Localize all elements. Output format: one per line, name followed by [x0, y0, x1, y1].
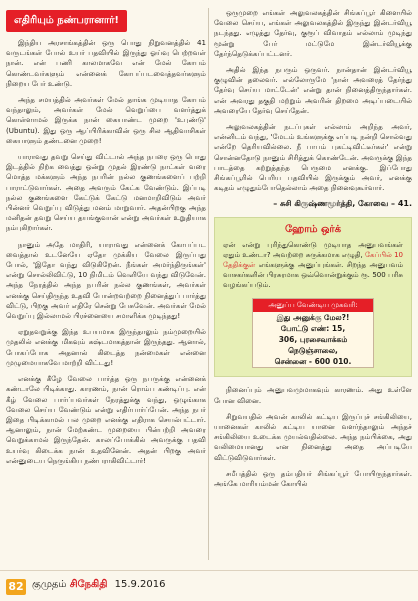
paragraph: அந்த சமயத்தில் அவர்கள் மேல் தாங்க முடியாத கோபம் வந்தாலும், அவர்கள் மேல் வெறுப்பை வளர்த்துக் கொள்ளாமல் இருக்க நான் கையாண்ட முறை 'உபுண்டு' (Ubuntu). இது ஒரு ஆப்பிரிக்காவின் ஒரு சில ஆதிவாசிகள் கையாளும் தண்டனை முறை! — [6, 95, 206, 145]
paragraph: சமீபத்தில் ஒரு தம்பதியர் சிங்கப்பூர் போயிருந்தார்கள். அங்கே மாரியம்மன் கோயில் — [214, 468, 412, 489]
home-work-highlight: கேப்பில் 10 தேதிக்குள் — [223, 251, 404, 270]
brand-subtitle: சிநேகிதி — [69, 579, 108, 590]
address-line: இது அனுக்கு மேல?! — [276, 313, 350, 323]
address-line: போட்டு எண்: 15, — [280, 324, 346, 334]
home-work-body — [223, 240, 403, 290]
author-signature: – சுசி கிருஷ்ணமூர்த்தி, கோவை – 41. — [273, 199, 412, 209]
paragraph: அதில் இந்த நபரும் ஒருவர். நான்தான் இன்டர்வியூ குழுவின் தலைவர். எல்லோருமே 'நான் அவரைத் தேர்ந்து தேர்வு செய்ய மாட்டேன்' என்று தான் நினைத்திருந்தார்கள். என் அவரது தகுதி மற்றும் அவரின் திறமை அடிப்படையில் அவரையே தேர்வு செய்தேன். — [214, 65, 412, 115]
home-work-text-2: எங்களுக்கு அனுப்புங்கள். சிறந்த அனுபவம் வாசகர்களின் பிரசுரமாக ஒவ்வொன்றுக்கும் ரூ. 500 பரிசு வழங்கப்படும். — [223, 261, 403, 290]
paragraph: எனக்கு கீழே வேலை பார்த்த ஒரு நபருக்கு என்னைக் கண்டாலே பிடிக்காது. காரணம், நான் ரொம்ப கண்டிப்பு. என் கீழ் வேலை பார்ப்பவர்கள் நேரத்துக்கு வந்து, ஒழுங்காக வேலை செய்ய வேண்டும் என்று எதிர்பார்ப்பேன். அந்த நபர் இதை பிடிக்காமல் பல முறை எனக்கு எதிராக செயல்பட்டார். ஆனாலும், நான் மேற்கண்ட முறையை பின்பற்றி அவரை வெறுக்காமல் இருந்தேன். காலப்போக்கில் அவருக்கு பதவி உயர்வு கிடைக்க நான் உதவினேன். அதன் பிறகு அவர் என்னுடைய நெருங்கிய நண்பராகிவிட்டார்! — [6, 374, 206, 465]
home-work-title: ஹோம் ஒர்க் — [284, 224, 342, 236]
home-work-text-1: ஏன் என்று புரிந்துகொண்டு முடியாத அனுபவங்கள் ஏதும் உண்டா? அவற்றை சுருக்கமாக எழுதி, — [223, 241, 403, 260]
right-column — [214, 8, 412, 495]
paragraph: சிறுவயதில் அவன் காலில் கட்டிய இருப்புச் சங்கிலியை, யானைகள் காலில் கட்டிய யானை வளர்ந்தாலும் அந்தச் சங்கிலியை உடைக்க முயல்வதில்லை. அந்த நம்பிக்கை, அது வலிமையானது என நினைத்து அதை அப்படியே விட்டுவிடுவார்கள். — [214, 411, 412, 462]
magazine-brand — [32, 579, 166, 591]
address-box — [252, 298, 374, 368]
home-work-box — [214, 217, 412, 377]
paragraph: யாராவது தவறு செய்து விட்டால் அந்த நபரை ஒரு பொது இடத்தில் நிற்க வைத்து ஒன்று முதல் இரண்டு நாட்கள் வரை மொத்த மக்களும் அந்த நபரின் நல்ல குணங்களைப் பற்றி பாராட்டுவார்கள். அதை அவரும் கேட்க வேண்டும். இப்படி நல்ல குணங்களை கேட்டுக் கேட்டு மனமாறிவிடும் அவர் பின்னர் வெறுப்பு விடுத்து மனம் மாறுவார். அதன்பிறகு அந்த மனிதன் தவறு செய்ய தயங்குவான் என்று அவர்கள் உறுதியாக நம்புகிறார்கள். — [6, 152, 206, 233]
address-line: 306, புரசைவாக்கம் நெடுஞ்சாலை, — [278, 335, 348, 356]
paragraph: ஏறுதவறுக்கு இந்த உபயமாக இருந்தாலும் நம்முறையில் முதலில் எனக்கு மிகவும் கஷ்டமாகத்தான் இருந்தது. ஆனால், போகப்போக அதனால் கிடைத்த நன்மைகள் என்னை முழுமையாகவே மாற்றி விட்டது! — [6, 327, 206, 367]
page-footer — [0, 570, 418, 601]
paragraph: ஒருமுறை எங்கள் அலுவலகத்தின் சிங்கப்பூர் கிளையில் வேலை செய்ய, எங்கள் அலுவலகத்தில் இருந்து இன்டர்வியூ நடந்தது. எழுத்து தேர்வு, குரூப் விவாதம் எல்லாம் முடிந்து மூன்று பேர் மட்டுமே இன்டர்வியூக்கு தேர்ந்தெடுக்கப்பட்டனர். — [214, 8, 412, 58]
address-line: சென்னை - 600 010. — [274, 357, 352, 367]
brand-name: குமுதம் — [32, 579, 67, 590]
issue-date: 15.9.2016 — [114, 579, 166, 590]
section-heading: எதிரியும் நண்பரானார்! — [6, 10, 127, 32]
paragraph: நினைப்பும் அனுபவமுமாகவும் காரணம். அது உள்ளே போன வினை. — [214, 385, 412, 405]
page-number: 82 — [6, 579, 26, 595]
paragraph: இந்திய அரசாங்கத்தின் ஒரு பொது நிறுவனத்தில் 41 வருடங்கள் போல் உயர் பதவியில் இருந்து ஓய்வு பெற்றவள் நான். என் பணி காலமாகவே என் மேல் கோபம் கொண்டவர்களும் என்னைக் கோபப்படவைத்தவர்களும் நிறைய பேர் உண்டு. — [6, 38, 206, 88]
paragraph: நானும் அதே மாதிரி, யாராவது என்னைக் கோபப்பட வைத்தால் உடனேயே ஏதோ முக்கிய வேலை இருப்பது போல், 'இதோ வந்து விடுகிறேன். நீங்கள் அமர்ந்திருங்கள்' என்று சொல்லிவிட்டு, 10 நிமிடம் வெளியே வந்து விடுவேன். அந்த நேரத்தில் அந்த நபரின் நல்ல குணங்கள், அவர்கள் எனக்கு செய்திருந்த உதவி போன்றவற்றை நினைத்துப் பார்த்து விட்டு, பிறகு அவர் எதிரே சென்று பேசுவேன். அவர்கள் மேல் வெறுப்பு இல்லாமல் பிரச்னையை சமாளிக்க முடிந்தது! — [6, 239, 206, 321]
left-column — [6, 8, 206, 472]
column-divider — [208, 8, 209, 560]
address-label: அனுப்ப வேண்டிய முகவரி: — [253, 299, 373, 312]
paragraph: அலுவலகத்தின் நடப்புகள் எல்லாம் அறிந்த அவர், என்னிடம் வந்து, 'மேடம் உங்களுக்கு எப்படி நன்றி சொல்வது என்றே தெரியவில்லை. நீ பாபம் புகட்டிவிட்டீர்கள்' என்று சொன்னதோடு நானும் சிரித்துக் கொண்டேன். அவருக்கு இந்த பாடத்தை கற்றுத்தந்த பெருமை எனக்கு. இப்போது சிங்கப்பூரில் பெரிய பதவியில் இருக்கும் அவர், எனக்கு கடிதம் எழுதும்போதெல்லாம் அதை நினைவுகூர்வார். — [214, 122, 412, 193]
